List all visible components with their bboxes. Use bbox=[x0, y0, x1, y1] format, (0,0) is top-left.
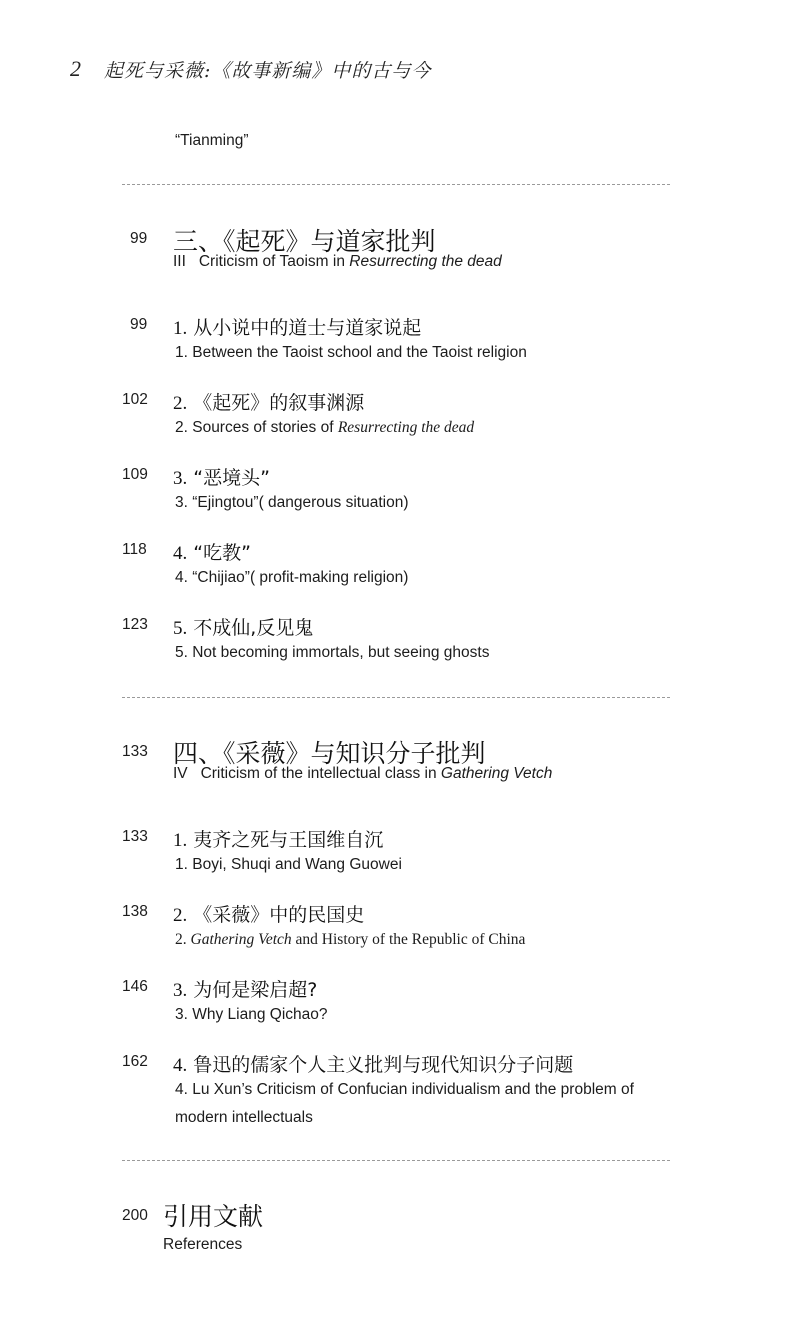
section-english-italic: Resurrecting the dead bbox=[349, 253, 502, 270]
entry-english-line-1: 4. Lu Xun’s Criticism of Confucian individualism and the problem of bbox=[175, 1081, 634, 1098]
entry-page-number: 162 bbox=[122, 1053, 148, 1070]
entry-title-text: 鲁迅的儒家个人主义批判与现代知识分子问题 bbox=[193, 1054, 574, 1076]
entry-english-suffix: and History of the Republic of China bbox=[291, 931, 526, 948]
entry-english-italic: Gathering Vetch bbox=[190, 931, 292, 948]
entry-title bbox=[173, 463, 270, 490]
entry-title-text: 不成仙,反见鬼 bbox=[193, 617, 314, 639]
entry-page-number: 102 bbox=[122, 391, 148, 408]
entry-page-number: 118 bbox=[122, 541, 147, 558]
references-english: References bbox=[163, 1236, 243, 1253]
continued-entry-text: “Tianming” bbox=[175, 132, 249, 149]
entry-number: 1. bbox=[173, 830, 188, 851]
section-english-prefix: IV Criticism of the intellectual class in bbox=[173, 765, 441, 782]
entry-title-text: “恶境头” bbox=[193, 467, 270, 489]
references-title: 引用文献 bbox=[163, 1202, 264, 1231]
entry-title bbox=[173, 1050, 573, 1077]
entry-number: 3. bbox=[173, 980, 188, 1001]
entry-title bbox=[173, 313, 421, 340]
entry-title bbox=[173, 538, 251, 565]
running-header-title: 起死与采薇:《故事新编》中的古与今 bbox=[104, 60, 432, 82]
entry-number: 4. bbox=[173, 543, 188, 564]
entry-title-text: 从小说中的道士与道家说起 bbox=[193, 317, 422, 339]
entry-title bbox=[173, 975, 317, 1002]
running-header-page-number: 2 bbox=[70, 56, 81, 81]
entry-number: 4. bbox=[173, 1055, 188, 1076]
entry-title-text: “吃教” bbox=[193, 542, 251, 564]
entry-page-number: 146 bbox=[122, 978, 148, 995]
section-divider bbox=[122, 1160, 670, 1161]
entry-page-number: 123 bbox=[122, 616, 148, 633]
entry-english: 3. “Ejingtou”( dangerous situation) bbox=[175, 494, 409, 511]
entry-title bbox=[173, 388, 364, 415]
entry-page-number: 138 bbox=[122, 903, 148, 920]
section-divider bbox=[122, 184, 670, 185]
entry-page-number: 99 bbox=[130, 316, 148, 333]
entry-english bbox=[175, 419, 474, 437]
entry-number: 2. bbox=[173, 393, 188, 414]
section-page-number: 99 bbox=[130, 230, 148, 247]
entry-english: 1. Between the Taoist school and the Taoist religion bbox=[175, 344, 527, 361]
entry-english-prefix: 2. bbox=[175, 931, 191, 948]
section-title: 四、《采薇》与知识分子批判 bbox=[173, 739, 486, 768]
entry-title-text: 《起死》的叙事渊源 bbox=[193, 392, 365, 414]
references-page-number: 200 bbox=[122, 1207, 148, 1224]
section-page-number: 133 bbox=[122, 743, 148, 760]
section-english-title bbox=[173, 253, 502, 271]
entry-number: 2. bbox=[173, 905, 188, 926]
entry-title bbox=[173, 900, 364, 927]
section-english-italic: Gathering Vetch bbox=[440, 765, 553, 782]
entry-english-line-2: modern intellectuals bbox=[175, 1109, 313, 1126]
entry-title-text: 《采薇》中的民国史 bbox=[193, 904, 365, 926]
entry-english: 1. Boyi, Shuqi and Wang Guowei bbox=[175, 856, 402, 873]
entry-english-italic: Resurrecting the dead bbox=[337, 419, 475, 436]
section-english-prefix: III Criticism of Taoism in bbox=[173, 253, 350, 270]
entry-page-number: 133 bbox=[122, 828, 148, 845]
section-english-title bbox=[173, 765, 552, 783]
entry-title bbox=[173, 825, 383, 852]
entry-title bbox=[173, 613, 313, 640]
entry-page-number: 109 bbox=[122, 466, 148, 483]
entry-number: 1. bbox=[173, 318, 188, 339]
entry-english: 4. “Chijiao”( profit-making religion) bbox=[175, 569, 409, 586]
entry-english-prefix: 2. Sources of stories of bbox=[175, 419, 338, 436]
section-title: 三、《起死》与道家批判 bbox=[173, 227, 436, 256]
entry-number: 3. bbox=[173, 468, 188, 489]
entry-number: 5. bbox=[173, 618, 188, 639]
entry-english: 3. Why Liang Qichao? bbox=[175, 1006, 328, 1023]
entry-title-text: 夷齐之死与王国维自沉 bbox=[193, 829, 384, 851]
entry-title-text: 为何是梁启超? bbox=[193, 979, 318, 1001]
entry-english bbox=[175, 931, 525, 949]
entry-english: 5. Not becoming immortals, but seeing ghosts bbox=[175, 644, 490, 661]
section-divider bbox=[122, 697, 670, 698]
